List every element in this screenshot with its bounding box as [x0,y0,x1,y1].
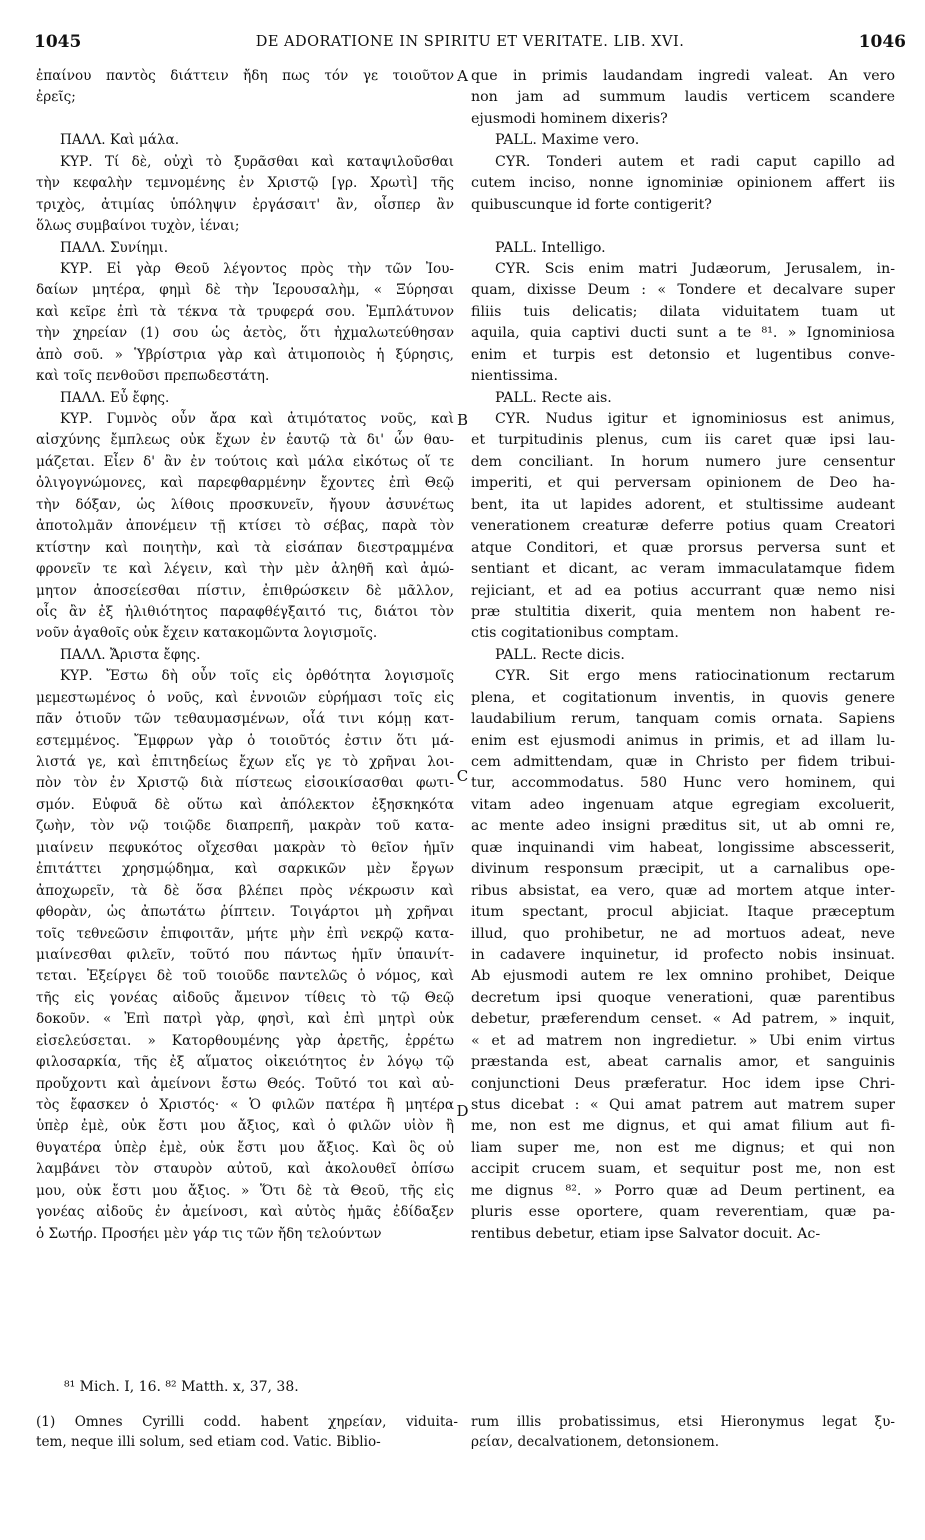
latin-line: me, non est me dignus, et qui amat filium aut fi- [471,1118,895,1135]
greek-line: ἐρεῖς; [36,89,76,106]
greek-line: ΠΑΛΛ. Συνίημι. [60,239,169,256]
latin-line: in cadavere inquinetur, id profecto nobis insinuat. [471,946,895,963]
latin-column [471,66,895,1245]
greek-line: ὀλιγογνώμονες, καὶ παρεφθαρμένην ἔχοντες ἐπὶ Θεῷ [36,475,454,492]
latin-line: cem admittendam, quæ in Christo per fidem tribui- [471,754,895,770]
latin-line: CYR. Scis enim matri Judæorum, Jerusalem, in- [495,260,895,277]
footnote-left [36,1412,458,1452]
latin-line: itum spectant, procul abjiciat. Itaque præceptum [471,904,895,921]
latin-line: conjunctioni Deus præferatur. Hoc idem ipse Chri- [471,1075,895,1092]
latin-line: stus dicebat : « Qui amat patrem aut matrem super [471,1097,895,1113]
greek-line: ἐπιτάττει χρησμῴδημα, καὶ σαρκικῶν μὲν ἔργων [36,861,454,878]
greek-line: πᾶν ὁτιοῦν τῶν τεθαυμασμένων, οἷά τινι κόμῃ κατ- [36,711,454,728]
greek-line: μιαίνεσθαι φιλεῖν, τοῦτό που πάντως ἡμῖν ὑπαινίτ- [36,946,454,963]
greek-line: πὸν τὸν ἐν Χριστῷ διὰ πίστεως εἰσοικίσασθαι φωτι- [36,775,454,792]
latin-line: ctis cogitationibus comptam. [471,625,679,642]
greek-line: νοῦν ἀγαθοῖς οὐκ ἔχειν κατακομῶντα λογισμοῖς. [36,625,378,642]
greek-line: ἀποτολμᾶν ἀπονέμειν τῇ κτίσει τὸ σέβας, παρὰ τὸν [36,518,454,535]
latin-line: et turpitudinis plenus, cum iis caret quæ ipsi lau- [471,432,895,449]
latin-line: dem conciliant. In horum numero jure censentur [471,453,895,470]
footnote-right-line: ρείαν, decalvationem, detonsionem. [471,1434,720,1450]
latin-line: me dignus ⁸². » Porro quæ ad Deum pertinent, ea [471,1182,895,1199]
right-page-number: 1046 [858,32,906,52]
latin-line: nientissima. [471,368,558,385]
greek-line: εἰσελεύσεται. » Κατορθουμένης γὰρ ἀρετῆς, ἐρρέτω [36,1032,454,1049]
latin-line: præ stultitia dixerit, quia mentem non habent re- [471,603,895,620]
latin-line: quæ inquinandi vim habeat, longissime abscesserit, [471,839,895,856]
latin-line: vitam adeo ingenuam atque egregiam excoluerit, [471,796,895,813]
margin-letter-a: A [457,67,468,85]
greek-line: γονέας αἰδοῦς ἐν ἀμείνοσι, καὶ αὐτὸς ἡμᾶς ἐδίδαξεν [36,1204,454,1221]
latin-line: aquila, quia captivi ducti sunt a te ⁸¹. » Ignominiosa [471,325,895,342]
latin-line: laudabilium rerum, tanquam comis ornata. Sapiens [471,711,895,728]
footnote-right-line: rum illis probatissimus, etsi Hieronymus legat ξυ- [471,1414,895,1430]
latin-line: PALL. Maxime vero. [495,132,640,149]
greek-line: καὶ κεῖρε ἐπὶ τὰ τέκνα τὰ τρυφερά σου. Ἐμπλάτυνον [36,303,454,320]
greek-line: τεται. Ἐξείργει δὲ τοῦ τοιοῦδε παντελῶς ὁ νόμος, καὶ [36,968,454,985]
latin-line: debetur, præferendum censet. « Ad patrem, » inquit, [471,1011,895,1028]
footnote-left-line: (1) Omnes Cyrilli codd. habent χηρείαν, viduita- [36,1414,458,1430]
greek-line: τὴν χηρείαν (1) σου ὡς ἀετὸς, ὅτι ἠχμαλωτεύθησαν [36,325,454,342]
greek-line: τοῖς τεθνεῶσιν ἐπιφοιτᾶν, μήτε μὴν ἐπὶ νεκρῷ κατα- [36,925,454,942]
running-title: DE ADORATIONE IN SPIRITU ET VERITATE. LIB. XVI. [255,34,685,50]
latin-line: que in primis laudandam ingredi valeat. An vero [471,68,895,84]
greek-line: φρονεῖν τε καὶ λέγειν, καὶ τὴν μὲν ἀληθῆ καὶ ἀμώ- [36,561,454,578]
greek-line: προὔχοντι καὶ ἀμείνονι ἔστω Θεός. Τοῦτό τοι καὶ αὐ- [36,1075,454,1092]
latin-line: præstanda est, abeat carnalis amor, et sanguinis [471,1054,895,1071]
greek-line: κτίστην καὶ ποιητὴν, καὶ τὰ εἰσάπαν διεστραμμένα [36,539,454,556]
latin-line: « et ad matrem non ingredietur. » Ubi enim virtus [471,1032,895,1049]
greek-line: λιστά γε, καὶ ἐπιτηδείως ἔχων εἴς γε τὸ χρῆναι λοι- [36,754,454,770]
greek-column [36,66,454,1245]
latin-line: atque Conditori, et quæ prorsus perversa sunt et [471,539,895,556]
greek-line: ὅλως συμβαίνοι τυχὸν, ἰέναι; [36,218,240,235]
latin-line: enim est ejusmodi animus in primis, et ad illam lu- [471,732,895,749]
greek-line: ὁ Σωτήρ. Προσήει μὲν γάρ τις τῶν ἤδη τελούντων [36,1225,382,1242]
scripture-references: ⁸¹ Mich. I, 16. ⁸² Matth. x, 37, 38. [64,1379,299,1395]
latin-line: tur, accommodatus. 580 Hunc vero hominem, qui [471,775,895,792]
greek-line: μου, οὐκ ἔστι μου ἄξιος. » Ὅτι δὲ τὰ Θεοῦ, τῆς εἰς [36,1182,454,1199]
latin-line: illud, quo prohibetur, ne ad mortuos adeat, neve [471,925,895,942]
greek-line: φθορὰν, ὡς ἀπωτάτω ῥίπτειν. Τοιγάρτοι μὴ χρῆναι [36,904,454,921]
greek-line: μεμεστωμένος ὁ νοῦς, καὶ ἐννοιῶν εὑρήμασι τοῖς εἰς [36,689,454,706]
greek-line: ΠΑΛΛ. Ἄριστα ἔφης. [60,646,201,663]
greek-line: καὶ τοῖς πενθοῦσι πρεπωδεστάτη. [36,368,270,385]
greek-line: ΚΥΡ. Τί δὲ, οὐχὶ τὸ ξυρᾶσθαι καὶ καταψιλοῦσθαι [60,153,454,170]
greek-line: οἷς ἂν ἐξ ἠλιθιότητος παραφθέγξαιτό τις, διάτοι τὸν [36,603,454,620]
greek-line: τὴν δόξαν, ὡς λίθοις προσκυνεῖν, ἤγουν ἀσυνέτως [36,496,454,513]
greek-line: ΚΥΡ. Εἰ γὰρ Θεοῦ λέγοντος πρὸς τὴν τῶν Ἰου- [60,260,454,277]
latin-line: rejiciant, et ad ea potius accurrant quæ nemo nisi [471,582,895,599]
greek-line: ὑπὲρ ἐμὲ, οὐκ ἔστι μου ἄξιος, καὶ ὁ φιλῶν υἱὸν ἢ [36,1118,454,1135]
margin-letter-b: B [456,411,469,429]
running-header [34,32,906,56]
greek-line: δοκοῦν. « Ἐπὶ πατρὶ γὰρ, φησὶ, καὶ ἐπὶ μητρὶ οὐκ [36,1011,454,1028]
greek-line: ἀπὸ σοῦ. » Ὑβρίστρια γὰρ καὶ ἀτιμοποιὸς ἡ ξύρησις, [36,346,454,363]
latin-line: PALL. Recte ais. [495,389,612,406]
greek-line: ζωὴν, τὸν νῷ τοιῷδε διαπρεπῆ, μακρὰν τοῦ κατα- [36,818,454,835]
latin-line: bent, ita ut lapides adorent, et stultissime audeant [471,496,895,513]
latin-line: cutem inciso, nonne ignominiæ opinionem affert iis [471,175,895,192]
greek-line: ΚΥΡ. Γυμνὸς οὖν ἄρα καὶ ἀτιμότατος νοῦς, καὶ [60,411,454,427]
latin-line: CYR. Sit ergo mens ratiocinationum rectarum [495,668,895,685]
greek-line: φιλοσαρκία, τῆς ἐξ αἵματος οἰκειότητος ἐν λόγῳ τῷ [36,1054,454,1071]
footnote-left-line: tem, neque illi solum, sed etiam cod. Vatic. Biblio- [36,1434,381,1450]
greek-line: τὴν κεφαλὴν τεμνομένης ἐν Χριστῷ [γρ. Χρωτὶ] τῆς [36,175,454,192]
latin-line: CYR. Tonderi autem et radi caput capillo ad [495,153,895,170]
latin-line: PALL. Intelligo. [495,239,606,256]
greek-line: τῆς εἰς γονέας αἰδοῦς ἄμεινον τίθεις τὸ τῷ Θεῷ [36,989,454,1006]
greek-line: ΠΑΛΛ. Εὖ ἔφης. [60,389,170,406]
greek-line: λαμβάνει τὸν σταυρὸν αὐτοῦ, καὶ ἀκολουθεῖ ὀπίσω [36,1161,454,1178]
greek-line [36,109,454,130]
greek-line: ΚΥΡ. Ἔστω δὴ οὖν τοῖς εἰς ὀρθότητα λογισμοῖς [60,668,454,685]
latin-line: sentiant et dicant, ac veram immaculatamque fidem [471,561,895,578]
latin-line: PALL. Recte dicis. [495,646,625,663]
greek-line: μητον ἀποσείεσθαι πίστιν, ἐπιθρώσκειν δὲ μᾶλλον, [36,582,454,599]
latin-line: imperiti, et qui perversam opinionem de Deo ha- [471,475,895,492]
latin-line: quam, dixisse Deum : « Tondere et decalvare super [471,282,895,299]
latin-line: CYR. Nudus igitur et ignominiosus est animus, [495,411,895,427]
greek-line: ΠΑΛΛ. Καὶ μάλα. [60,132,180,149]
latin-line: accipit crucem suam, et sequitur post me, non est [471,1161,895,1178]
latin-line: ac mente adeo insigni præditus sit, ut ab omni re, [471,818,895,835]
latin-line: ribus absistat, ea vero, quæ ad mortem atque inter- [471,882,895,899]
latin-line: pluris esse oportere, quam reverentiam, quæ pa- [471,1204,895,1221]
greek-line: μιαίνειν πεφυκότος οἴχεσθαι μακρὰν τὸ θεῖον ἡμῖν [36,839,454,856]
greek-line: θυγατέρα ὑπὲρ ἐμὲ, οὐκ ἔστι μου ἄξιος. Καὶ ὃς οὐ [36,1139,454,1156]
greek-line: ἐπαίνου παντὸς διάττειν ἤδη πως τόν γε τοιοῦτον [36,68,454,84]
latin-line: enim et turpis est detonsio et lugentibus conve- [471,346,895,363]
margin-letter-d: D [456,1102,469,1120]
latin-line: liam super me, non est me dignus; et qui non [471,1139,895,1156]
latin-line: Ab ejusmodi autem re lex omnino prohibet, Deique [471,968,895,985]
latin-line: decretum ipsi quoque venerationi, quæ parentibus [471,989,895,1006]
latin-line: divinum responsum præcipit, ut a carnalibus ope- [471,861,895,878]
greek-line: μάζεται. Εἶεν δ' ἂν ἐν τούτοις καὶ μάλα εἰκότως οἵ τε [36,453,454,470]
greek-line: ἀποχωρεῖν, τὰ δὲ ὅσα βλέπει πρὸς νέκρωσιν καὶ [36,882,454,899]
latin-line: non jam ad summum laudis verticem scandere [471,89,895,106]
greek-line: τριχὸς, ἀτιμίας ὑπόληψιν ἐργάσαιτ' ἂν, οἷσπερ ἂν [36,196,454,213]
greek-line: δαίων μητέρα, φημὶ δὲ τὴν Ἱερουσαλὴμ, « Ξύρησαι [36,282,454,299]
latin-line: filiis tuis delicatis; dilata viduitatem tuam ut [471,303,895,320]
greek-line: εστεμμένος. Ἔμφρων γὰρ ὁ τοιοῦτός ἐστιν ὅτι μά- [36,732,454,749]
latin-line: ejusmodi hominem dixeris? [471,110,668,127]
greek-line: σμόν. Εὐφυᾶ δὲ οὕτω καὶ ἀπόλεκτον ἐξησκηκότα [36,796,454,813]
footnote-right [471,1412,895,1452]
latin-line: rentibus debetur, etiam ipse Salvator docuit. Ac- [471,1225,821,1242]
latin-line: plena, et cogitationum inventis, in quovis genere [471,689,895,706]
margin-letter-c: C [456,767,469,785]
greek-line: αἰσχύνης ἔμπλεως οὐκ ἔχων ἐν ἑαυτῷ τὰ δι' ὧν θαυ- [36,432,454,449]
left-page-number: 1045 [34,32,82,52]
greek-line: τὸς ἔφασκεν ὁ Χριστός· « Ὁ φιλῶν πατέρα ἢ μητέρα [36,1097,454,1113]
latin-line [471,216,895,237]
latin-line: venerationem creaturæ deferre potius quam Creatori [471,518,895,535]
latin-line: quibuscunque id forte contigerit? [471,196,712,213]
